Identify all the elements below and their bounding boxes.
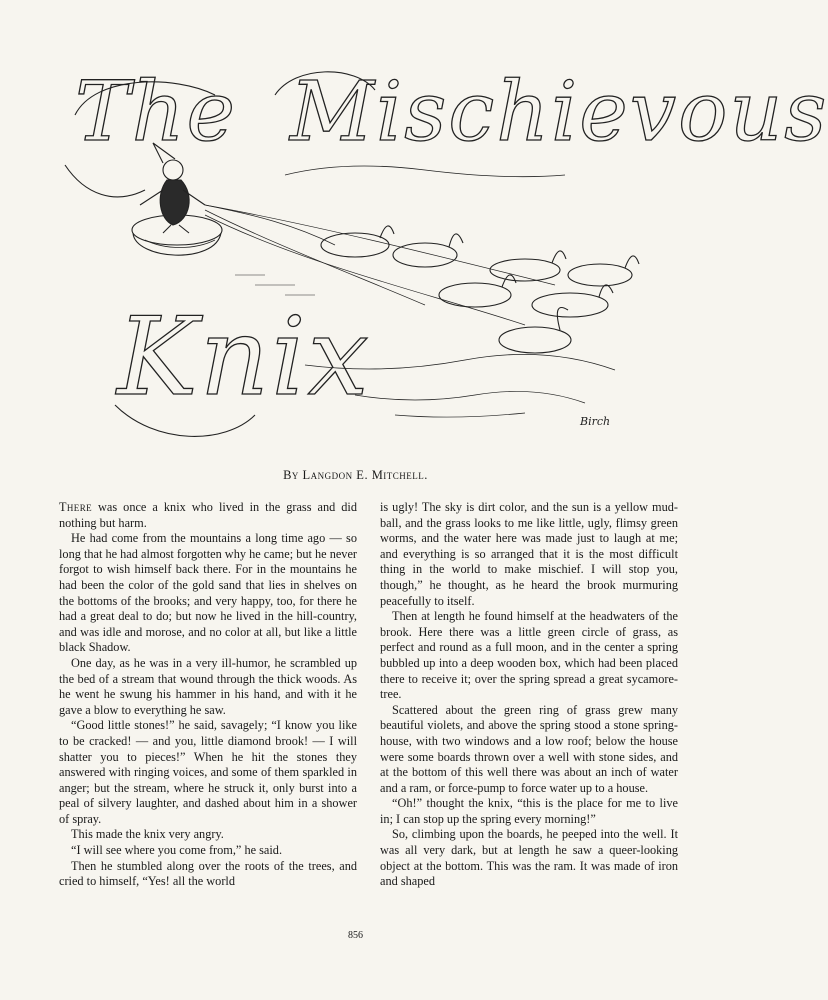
left-column (59, 500, 357, 890)
paragraph: “Good little stones!” he said, savagely; “I know you like to be cracked! — and you, little diamond brook! — I will shatter you to pieces!” When he hit the stones they answered with ringing voices, and some of them sparkled in anger; but the stream, where he struck it, only burst into a peal of silvery laughter, and dashed about him in a shower of spray. (59, 718, 357, 826)
title-word-knix: Knix (117, 295, 371, 420)
paragraph: is ugly! The sky is dirt color, and the sun is a yellow mud-ball, and the grass looks to me like little, ugly, flimsy green worms, and the water here was made just to laugh at me; and everything is so arranged that it is the most difficult thing in the world to make mischief. I will stop you, though,” he thought, as he heard the brook murmuring peacefully to itself. (380, 500, 678, 608)
paragraph: So, climbing upon the boards, he peeped into the well. It was all very dark, but at length he saw a queer-looking object at the bottom. This was the ram. It was made of iron and shaped (380, 827, 678, 889)
paragraph: This made the knix very angry. (71, 827, 224, 842)
paragraph: One day, as he was in a very ill-humor, he scrambled up the bed of a stream that wound through the thick woods. As he went he swung his hammer in his hand, and with it he gave a blow to everything he saw. (59, 655, 357, 717)
paragraph: “I will see where you come from,” he said. (71, 843, 283, 858)
right-column (380, 500, 678, 890)
knix-sled-rabbits-drawing (55, 55, 675, 460)
paragraph: Then at length he found himself at the headwaters of the brook. Here there was a little green circle of grass, as perfect and round as a full moon, and in the center a spring bubbled up into a deep wooden box, which had been placed there to receive it; over the spring spread a great sycamore-tree. (380, 609, 678, 702)
title-illustration (55, 55, 828, 460)
paragraph: Scattered about the green ring of grass grew many beautiful violets, and above the spring stood a stone spring-house, with two windows and a low roof; below the house were some boards thrown over a well with stone sides, and at the bottom of this well there was about an inch of water and a ram, or force-pump to force water up to a house. (380, 702, 678, 795)
page-number: 856 (348, 930, 363, 941)
paragraph: “Oh!” thought the knix, “this is the place for me to live in; I can stop up the spring every morning!” (380, 796, 678, 826)
paragraph: He had come from the mountains a long time ago — so long that he had almost forgotten why he came; but he never forgot to wish himself back there. For in the mountains he had been the color of the gold sand that lies in shelves on the bottoms of the brooks; and very happy, too, for there he had a great deal to do; but now he lived in the hill-country, and was idle and morose, and no color at all, but like a little black Shadow. (59, 531, 357, 655)
paragraph: There was once a knix who lived in the grass and did nothing but harm. (59, 500, 357, 530)
byline-prefix: By (283, 468, 299, 482)
byline-author: Langdon E. Mitchell. (302, 468, 428, 482)
lead-word: There (59, 500, 93, 514)
artist-signature: Birch (580, 415, 611, 428)
title-word-mischievous: Mischievous (290, 65, 828, 160)
title-word-the: The (75, 65, 238, 160)
paragraph: Then he stumbled along over the roots of the trees, and cried to himself, “Yes! all the world (59, 858, 357, 889)
byline (0, 468, 711, 483)
